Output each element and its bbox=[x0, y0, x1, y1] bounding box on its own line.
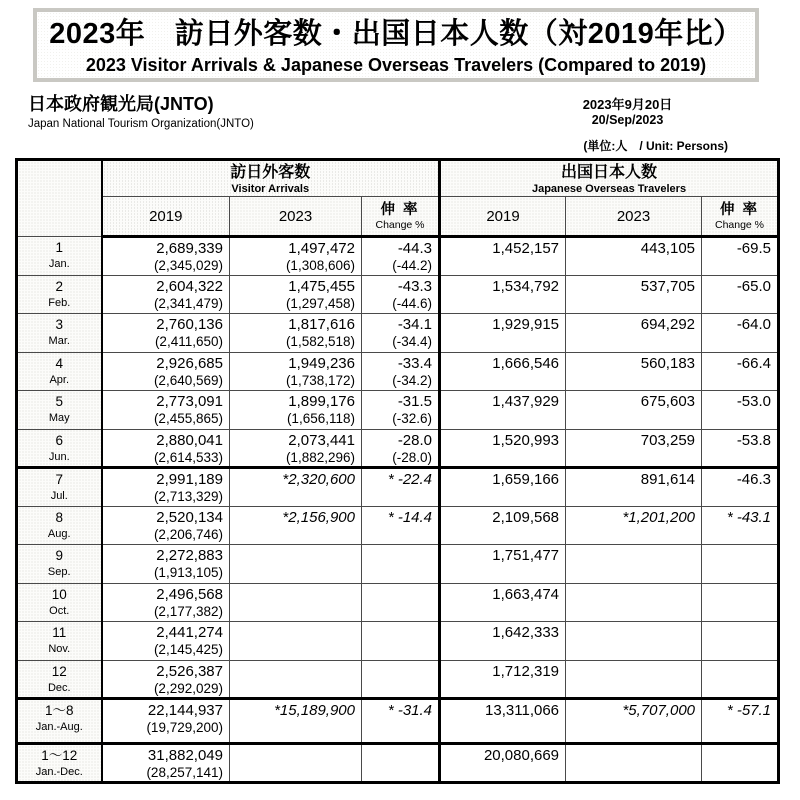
corner-cell bbox=[17, 160, 102, 237]
visitor-change-cell bbox=[362, 583, 440, 622]
month-cell: 3 Mar. bbox=[17, 314, 102, 353]
group-header-row bbox=[17, 160, 779, 197]
visitor-change-cell bbox=[362, 660, 440, 699]
table-row bbox=[17, 468, 779, 507]
table-row bbox=[17, 660, 779, 699]
visitor-2019-cell: 2,926,685 (2,640,569) bbox=[102, 352, 230, 391]
japanese-2019-cell: 1,534,792 bbox=[440, 275, 566, 314]
table-row bbox=[17, 622, 779, 661]
column-header-visitor-2023: 2023 bbox=[230, 197, 362, 237]
month-cell: 7 Jul. bbox=[17, 468, 102, 507]
organization-block bbox=[28, 92, 254, 132]
month-cell: 12 Dec. bbox=[17, 660, 102, 699]
japanese-2023-cell bbox=[566, 583, 702, 622]
japanese-change-cell bbox=[702, 622, 779, 661]
visitor-2019-cell: 2,526,387 (2,292,029) bbox=[102, 660, 230, 699]
visitor-2023-cell bbox=[230, 744, 362, 783]
japanese-2019-cell: 13,311,066 bbox=[440, 699, 566, 744]
visitor-change-cell: -33.4 (-34.2) bbox=[362, 352, 440, 391]
japanese-2023-cell: 694,292 bbox=[566, 314, 702, 353]
japanese-2023-cell bbox=[566, 744, 702, 783]
japanese-2019-cell: 2,109,568 bbox=[440, 506, 566, 545]
table-row bbox=[17, 744, 779, 783]
visitor-change-cell bbox=[362, 545, 440, 584]
japanese-change-cell: -53.8 bbox=[702, 429, 779, 468]
column-header-visitor-2019: 2019 bbox=[102, 197, 230, 237]
unit-note: (単位:人 / Unit: Persons) bbox=[583, 139, 728, 153]
column-header-japanese-2023: 2023 bbox=[566, 197, 702, 237]
group-header-visitor-arrivals bbox=[102, 160, 440, 197]
month-cell: 1～8 Jan.-Aug. bbox=[17, 699, 102, 744]
visitor-2023-cell: *15,189,900 bbox=[230, 699, 362, 744]
japanese-change-cell: -53.0 bbox=[702, 391, 779, 430]
visitor-change-cell: -43.3 (-44.6) bbox=[362, 275, 440, 314]
visitor-2019-cell: 2,773,091 (2,455,865) bbox=[102, 391, 230, 430]
table-row bbox=[17, 391, 779, 430]
visitor-change-cell: * -14.4 bbox=[362, 506, 440, 545]
japanese-change-cell bbox=[702, 660, 779, 699]
group-header-japanese-overseas bbox=[440, 160, 779, 197]
japanese-2023-cell bbox=[566, 660, 702, 699]
visitor-2023-cell bbox=[230, 583, 362, 622]
column-header-row bbox=[17, 197, 779, 237]
visitor-change-cell: * -31.4 bbox=[362, 699, 440, 744]
table-row bbox=[17, 275, 779, 314]
visitor-2019-cell: 31,882,049 (28,257,141) bbox=[102, 744, 230, 783]
visitor-2019-cell: 22,144,937 (19,729,200) bbox=[102, 699, 230, 744]
column-header-visitor-change: 伸 率 Change % bbox=[362, 197, 440, 237]
visitor-2019-cell: 2,880,041 (2,614,533) bbox=[102, 429, 230, 468]
visitor-change-cell: -44.3 (-44.2) bbox=[362, 237, 440, 276]
table-row bbox=[17, 545, 779, 584]
japanese-2019-cell: 1,452,157 bbox=[440, 237, 566, 276]
table-row bbox=[17, 699, 779, 744]
month-cell: 1 Jan. bbox=[17, 237, 102, 276]
visitor-2023-cell bbox=[230, 545, 362, 584]
japanese-2023-cell: 537,705 bbox=[566, 275, 702, 314]
japanese-change-cell: * -43.1 bbox=[702, 506, 779, 545]
organization-name: 日本政府観光局(JNTO) bbox=[28, 94, 214, 114]
japanese-2019-cell: 1,712,319 bbox=[440, 660, 566, 699]
visitor-change-cell: -34.1 (-34.4) bbox=[362, 314, 440, 353]
table-body bbox=[17, 237, 779, 783]
japanese-2023-cell: 891,614 bbox=[566, 468, 702, 507]
visitor-change-cell: * -22.4 bbox=[362, 468, 440, 507]
title-block bbox=[33, 8, 759, 82]
visitor-2019-cell: 2,604,322 (2,341,479) bbox=[102, 275, 230, 314]
japanese-change-cell bbox=[702, 744, 779, 783]
japanese-2023-cell: 560,183 bbox=[566, 352, 702, 391]
japanese-2023-cell: 443,105 bbox=[566, 237, 702, 276]
japanese-2019-cell: 1,659,166 bbox=[440, 468, 566, 507]
visitor-2023-cell: 1,475,455 (1,297,458) bbox=[230, 275, 362, 314]
page-title-english: 2023 Visitor Arrivals & Japanese Overseas Travelers (Compared to 2019) bbox=[85, 55, 707, 75]
month-cell: 8 Aug. bbox=[17, 506, 102, 545]
japanese-2023-cell: 675,603 bbox=[566, 391, 702, 430]
japanese-change-cell: * -57.1 bbox=[702, 699, 779, 744]
japanese-2019-cell: 1,520,993 bbox=[440, 429, 566, 468]
page-title: 2023年 訪日外客数・出国日本人数（対2019年比） bbox=[49, 18, 743, 50]
japanese-change-cell: -66.4 bbox=[702, 352, 779, 391]
table-row bbox=[17, 429, 779, 468]
japanese-change-cell bbox=[702, 545, 779, 584]
japanese-2023-cell bbox=[566, 545, 702, 584]
visitor-2019-cell: 2,441,274 (2,145,425) bbox=[102, 622, 230, 661]
table-row bbox=[17, 314, 779, 353]
visitor-2019-cell: 2,272,883 (1,913,105) bbox=[102, 545, 230, 584]
table-row bbox=[17, 237, 779, 276]
japanese-2019-cell: 1,751,477 bbox=[440, 545, 566, 584]
visitor-2023-cell: *2,320,600 bbox=[230, 468, 362, 507]
visitor-2023-cell: 1,497,472 (1,308,606) bbox=[230, 237, 362, 276]
visitor-2023-cell bbox=[230, 622, 362, 661]
column-header-japanese-2019: 2019 bbox=[440, 197, 566, 237]
visitor-2019-cell: 2,520,134 (2,206,746) bbox=[102, 506, 230, 545]
japanese-2023-cell bbox=[566, 622, 702, 661]
group-title-ja: 訪日外客数 bbox=[230, 163, 311, 181]
japanese-2023-cell: 703,259 bbox=[566, 429, 702, 468]
japanese-change-cell: -64.0 bbox=[702, 314, 779, 353]
table-row bbox=[17, 583, 779, 622]
visitor-2023-cell: *2,156,900 bbox=[230, 506, 362, 545]
japanese-2019-cell: 1,642,333 bbox=[440, 622, 566, 661]
japanese-change-cell: -65.0 bbox=[702, 275, 779, 314]
japanese-2019-cell: 1,663,474 bbox=[440, 583, 566, 622]
visitor-2019-cell: 2,991,189 (2,713,329) bbox=[102, 468, 230, 507]
statistics-table bbox=[15, 158, 780, 784]
visitor-2019-cell: 2,496,568 (2,177,382) bbox=[102, 583, 230, 622]
table-row bbox=[17, 352, 779, 391]
japanese-2019-cell: 1,929,915 bbox=[440, 314, 566, 353]
visitor-2019-cell: 2,689,339 (2,345,029) bbox=[102, 237, 230, 276]
month-cell: 4 Apr. bbox=[17, 352, 102, 391]
month-cell: 10 Oct. bbox=[17, 583, 102, 622]
japanese-2019-cell: 1,437,929 bbox=[440, 391, 566, 430]
visitor-2023-cell: 2,073,441 (1,882,296) bbox=[230, 429, 362, 468]
visitor-2019-cell: 2,760,136 (2,411,650) bbox=[102, 314, 230, 353]
visitor-2023-cell: 1,899,176 (1,656,118) bbox=[230, 391, 362, 430]
month-cell: 2 Feb. bbox=[17, 275, 102, 314]
organization-name-english: Japan National Tourism Organization(JNTO) bbox=[28, 118, 254, 130]
visitor-change-cell bbox=[362, 622, 440, 661]
publication-date: 2023年9月20日 bbox=[582, 97, 673, 112]
month-cell: 11 Nov. bbox=[17, 622, 102, 661]
japanese-change-cell: -69.5 bbox=[702, 237, 779, 276]
visitor-2023-cell bbox=[230, 660, 362, 699]
japanese-2023-cell: *1,201,200 bbox=[566, 506, 702, 545]
japanese-change-cell bbox=[702, 583, 779, 622]
visitor-change-cell bbox=[362, 744, 440, 783]
publication-date-english: 20/Sep/2023 bbox=[591, 113, 664, 127]
visitor-change-cell: -28.0 (-28.0) bbox=[362, 429, 440, 468]
table-row bbox=[17, 506, 779, 545]
group-title-en: Japanese Overseas Travelers bbox=[531, 182, 687, 195]
japanese-2019-cell: 20,080,669 bbox=[440, 744, 566, 783]
month-cell: 5 May bbox=[17, 391, 102, 430]
month-cell: 1～12 Jan.-Dec. bbox=[17, 744, 102, 783]
month-cell: 6 Jun. bbox=[17, 429, 102, 468]
group-title-en: Visitor Arrivals bbox=[231, 182, 310, 195]
visitor-2023-cell: 1,949,236 (1,738,172) bbox=[230, 352, 362, 391]
column-header-japanese-change: 伸 率 Change % bbox=[702, 197, 779, 237]
japanese-2023-cell: *5,707,000 bbox=[566, 699, 702, 744]
japanese-change-cell: -46.3 bbox=[702, 468, 779, 507]
publication-date-block bbox=[545, 96, 710, 128]
group-title-ja: 出国日本人数 bbox=[561, 163, 658, 181]
month-cell: 9 Sep. bbox=[17, 545, 102, 584]
visitor-change-cell: -31.5 (-32.6) bbox=[362, 391, 440, 430]
japanese-2019-cell: 1,666,546 bbox=[440, 352, 566, 391]
visitor-2023-cell: 1,817,616 (1,582,518) bbox=[230, 314, 362, 353]
